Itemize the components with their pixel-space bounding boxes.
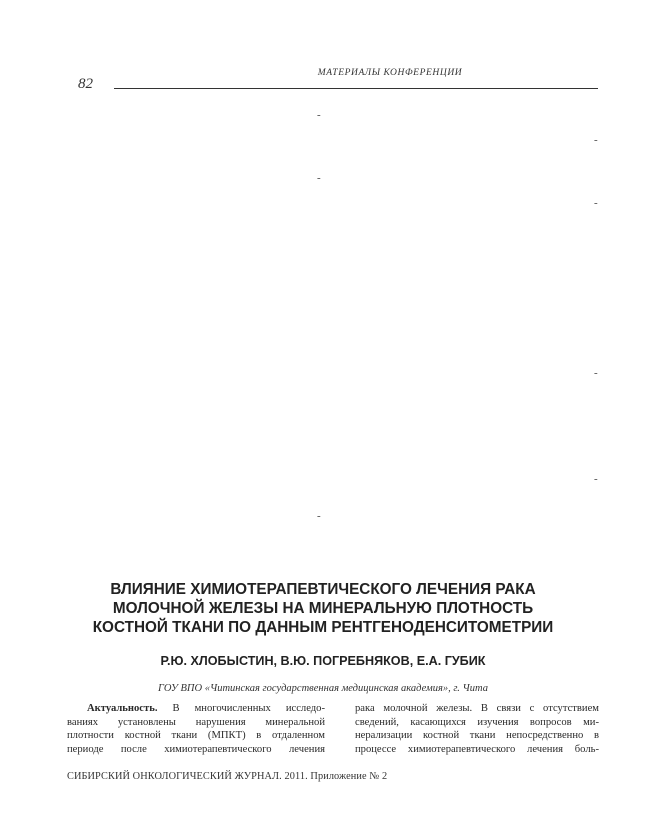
running-header-title: МАТЕРИАЛЫ КОНФЕРЕНЦИИ (317, 68, 463, 78)
body-line: периоде после химиотерапевтического лечения (67, 743, 325, 755)
section-heading: Актуальность. (87, 703, 158, 714)
page-number: 82 (78, 76, 93, 92)
body-line: сведений, касающихся изучения вопросов ми- (355, 716, 599, 728)
body-column-left (67, 702, 325, 756)
stray-mark: - (594, 134, 598, 146)
journal-footer: СИБИРСКИЙ ОНКОЛОГИЧЕСКИЙ ЖУРНАЛ. 2011. Приложение № 2 (67, 771, 388, 782)
body-column-right (355, 702, 599, 756)
header-rule (114, 88, 598, 89)
stray-mark: - (594, 197, 598, 209)
title-line: КОСТНОЙ ТКАНИ ПО ДАННЫМ РЕНТГЕНОДЕНСИТОМЕТРИИ (92, 619, 554, 636)
stray-mark: - (317, 109, 321, 121)
title-line: ВЛИЯНИЕ ХИМИОТЕРАПЕВТИЧЕСКОГО ЛЕЧЕНИЯ РАКА (110, 581, 536, 598)
title-line: МОЛОЧНОЙ ЖЕЛЕЗЫ НА МИНЕРАЛЬНУЮ ПЛОТНОСТЬ (112, 600, 534, 617)
stray-mark: - (317, 510, 321, 522)
stray-mark: - (594, 473, 598, 485)
article-title (60, 580, 586, 637)
body-line: нерализации костной ткани непосредственно в (355, 730, 599, 741)
stray-mark: - (594, 367, 598, 379)
body-line: ваниях установлены нарушения минеральной (67, 716, 325, 728)
stray-mark: - (317, 172, 321, 184)
body-line: плотности костной ткани (МПКТ) в отдаленном (67, 730, 325, 741)
body-text: В многочисленных исследо- (157, 703, 325, 714)
body-line: процессе химиотерапевтического лечения боль- (355, 743, 599, 755)
article-authors: Р.Ю. ХЛОБЫСТИН, В.Ю. ПОГРЕБНЯКОВ, Е.А. ГУБИК (160, 654, 486, 668)
article-affiliation: ГОУ ВПО «Читинская государственная медицинская академия», г. Чита (158, 683, 488, 694)
body-line: рака молочной железы. В связи с отсутствием (355, 703, 599, 714)
body-line (67, 702, 325, 716)
